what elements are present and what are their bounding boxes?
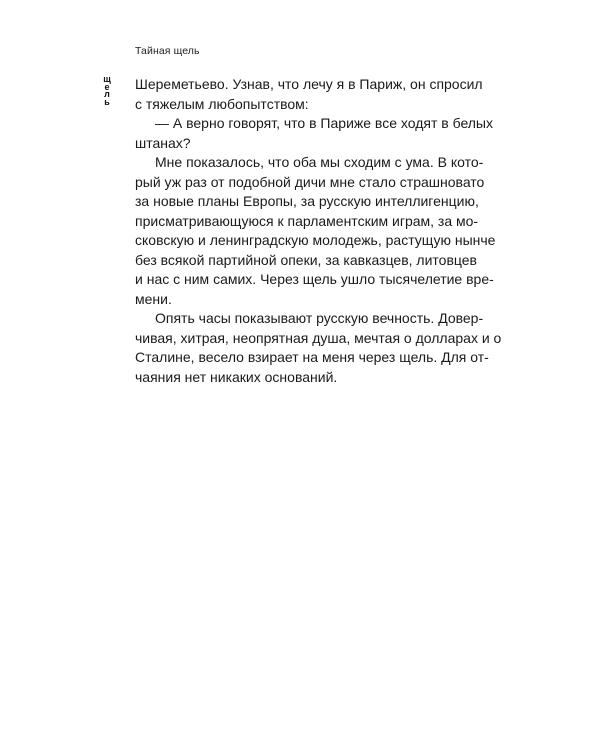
- text-line: мени.: [135, 290, 172, 307]
- text-line: Мне показалось, что оба мы сходим с ума. В кото-: [155, 154, 484, 170]
- side-label-letter: е: [104, 81, 110, 92]
- text-line: за новые планы Европы, за русскую интеллигенцию,: [135, 193, 479, 209]
- running-head: Тайная щель: [135, 45, 200, 57]
- text-line: чаяния нет никаких оснований.: [135, 368, 338, 385]
- text-line: сковскую и ленинградскую молодежь, растущую нынче: [135, 232, 496, 248]
- side-label-letter: ь: [104, 96, 110, 107]
- side-section-label: [101, 76, 113, 106]
- text-line: чивая, хитрая, неопрятная душа, мечтая о долларах и о: [135, 329, 502, 346]
- text-line: Сталине, весело взирает на меня через щель. Для от-: [135, 349, 489, 365]
- text-line: присматривающуюся к парламентским играм, за мо-: [135, 212, 479, 229]
- text-line: рый уж раз от подобной дичи мне стало страшновато: [135, 173, 485, 190]
- text-line: штанах?: [135, 134, 191, 151]
- side-label-letter: щ: [103, 74, 111, 84]
- text-line: без всякой партийной опеки, за кавказцев, литовцев: [135, 251, 477, 268]
- text-line: — А верно говорят, что в Париже все ходят в белых: [155, 115, 493, 131]
- side-label-letter: л: [104, 89, 110, 99]
- text-line: и нас с ним самих. Через щель ушло тысячелетие вре-: [135, 271, 494, 287]
- text-line: Шереметьево. Узнав, что лечу я в Париж, он спросил: [135, 76, 483, 92]
- text-line: Опять часы показывают русскую вечность. Довер-: [155, 310, 484, 326]
- text-line: с тяжелым любопытством:: [135, 95, 309, 112]
- body-text: [135, 75, 502, 387]
